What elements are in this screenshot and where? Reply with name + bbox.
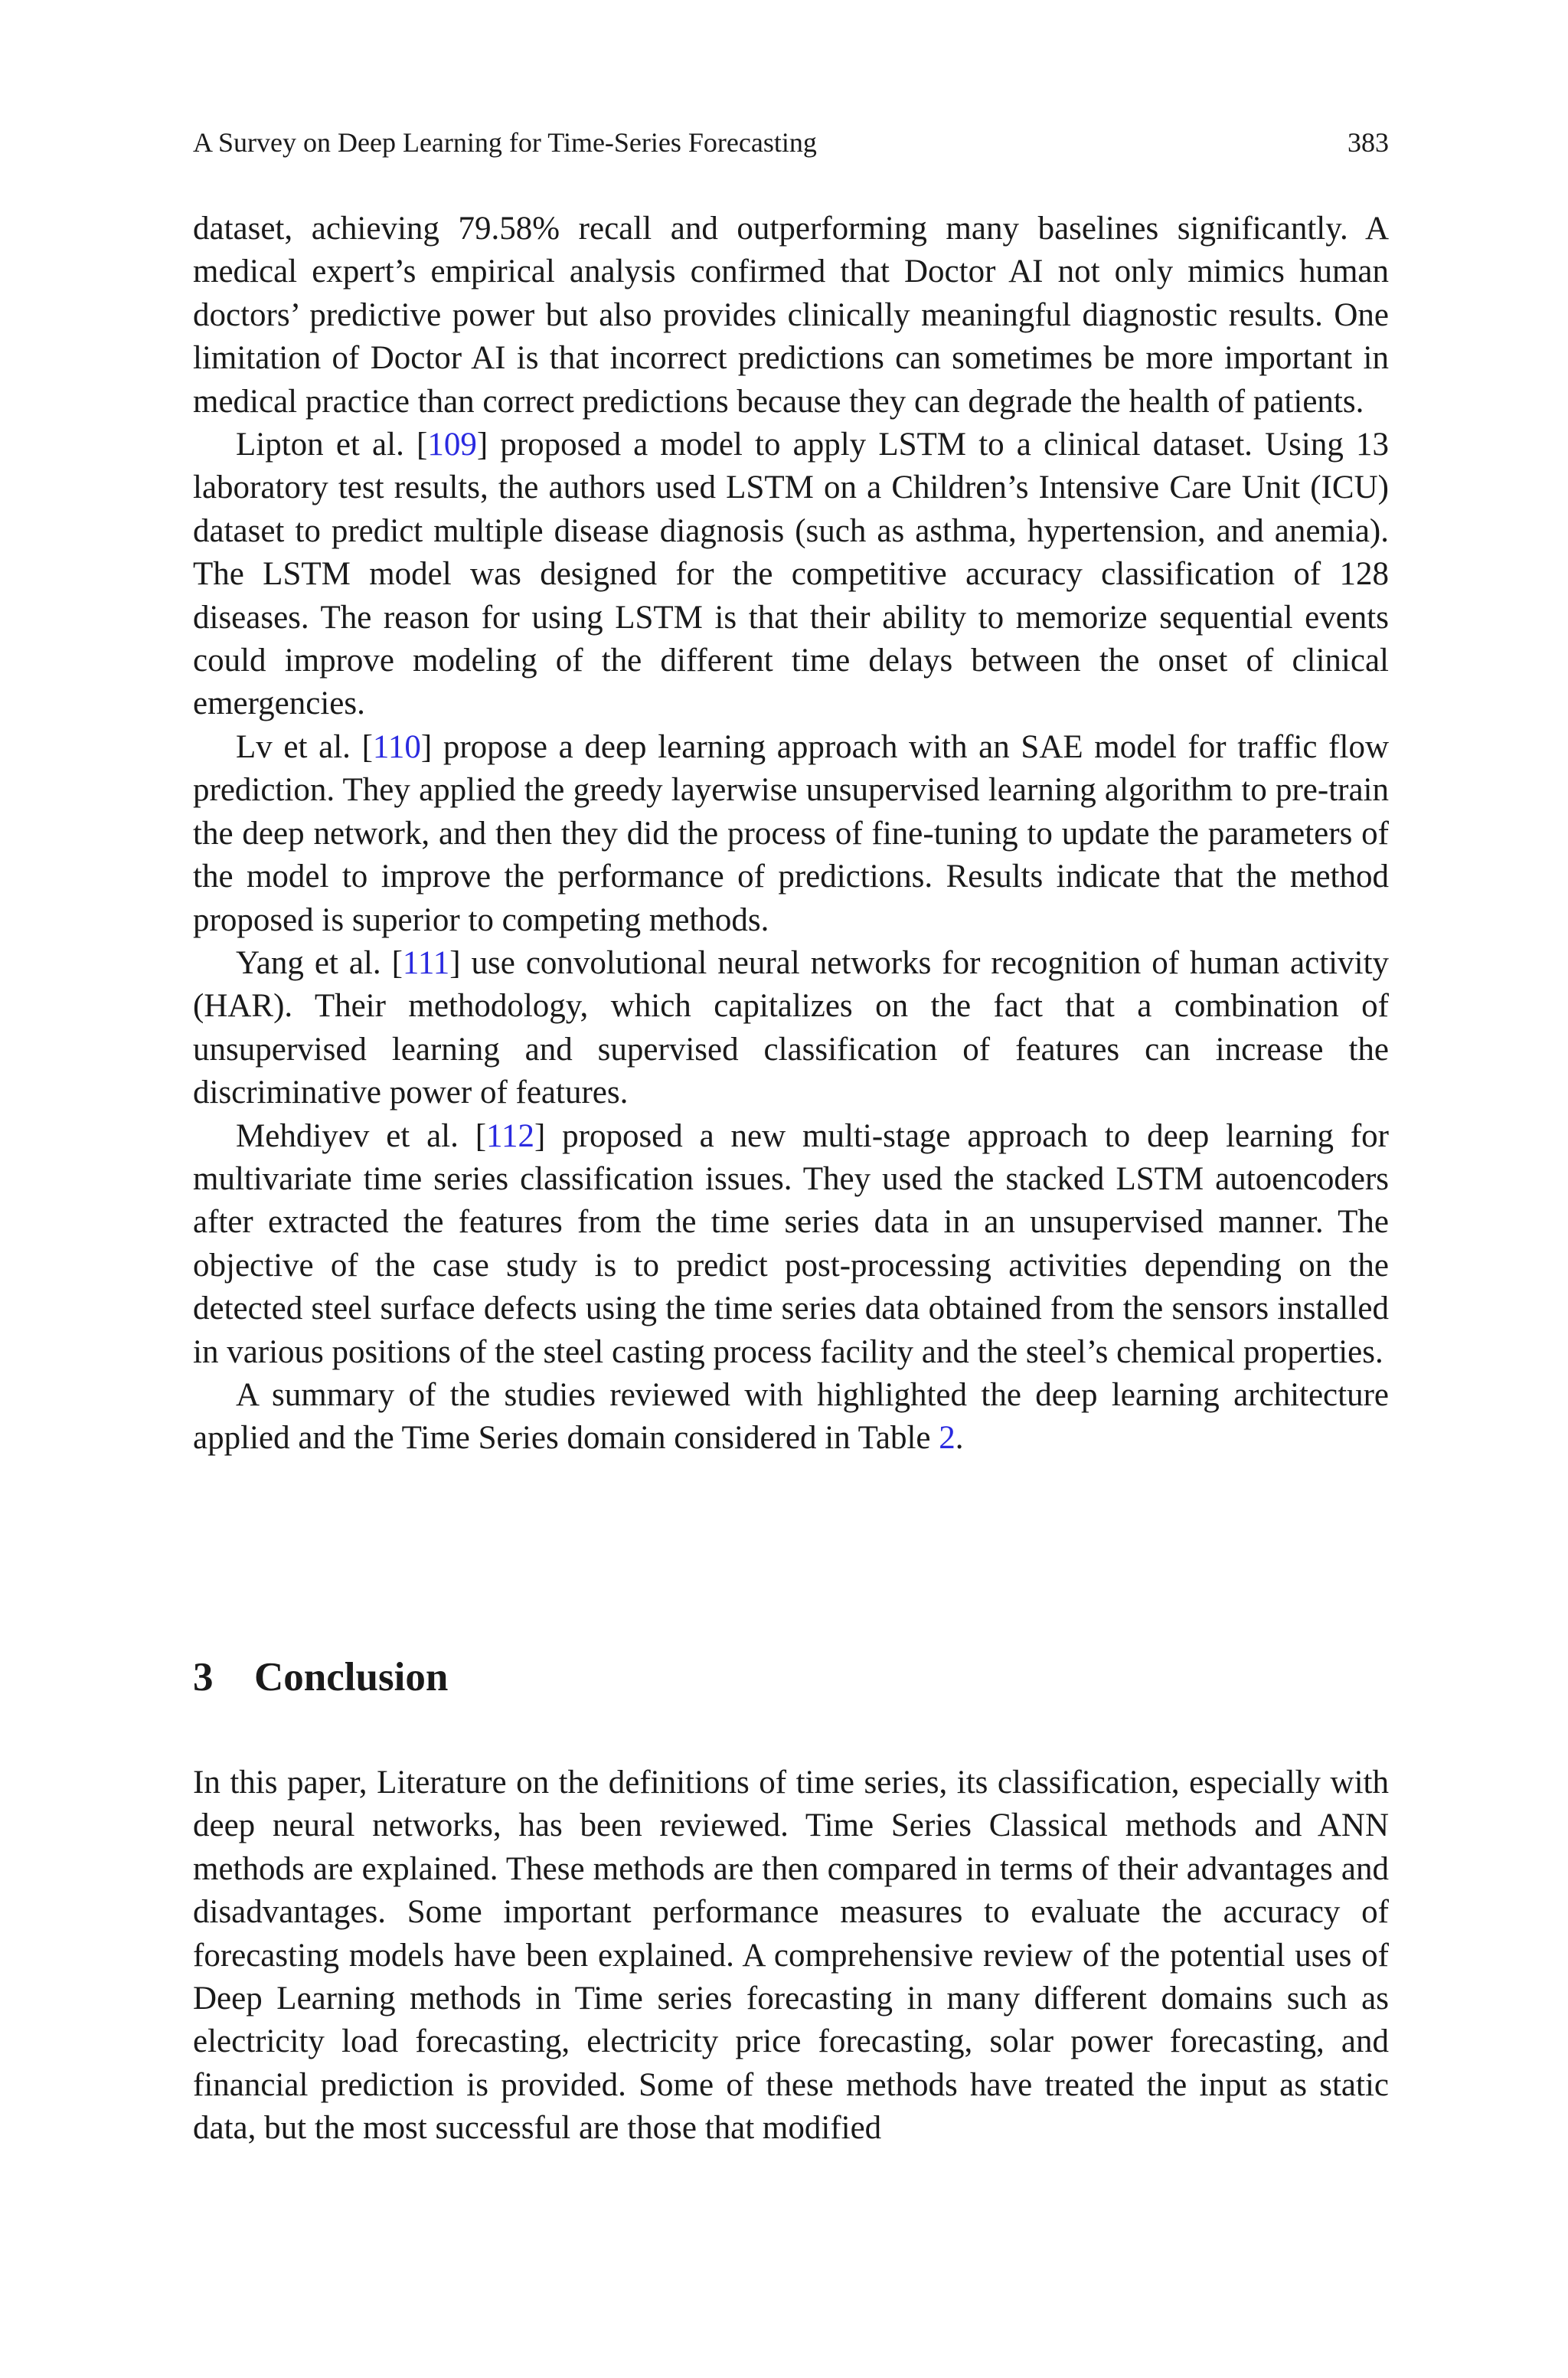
paragraph-doctor-ai-continued: dataset, achieving 79.58% recall and outperforming many baselines significantly. A medical expert’s empirical analysis confirmed that Doctor AI not only mimics human doctors’ predictive power but also provides clinically meaningful diagnostic results. One limitation of Doctor AI is that incorrect predictions can sometimes be more important in medical practice than correct predictions because they can degrade the health of patients. <box>193 211 1389 420</box>
section-heading <box>193 1653 448 1702</box>
citation-link-112[interactable]: 112 <box>486 1117 534 1154</box>
paragraph-lv-lead: Lv et al. [ <box>236 728 373 765</box>
paragraph-mehdiyev-body: ] proposed a new multi-stage approach to deep learning for multivariate time series classification issues. They used the stacked LSTM autoencoders after extracted the features from the time series data in an unsupervised manner. The objective of the case study is to predict post-processing activities depending on the detected steel surface defects using the time series data obtained from the sensors installed in various positions of the steel casting process facility and the steel’s chemical properties. <box>193 1117 1389 1370</box>
citation-link-110[interactable]: 110 <box>372 728 421 765</box>
running-head-title: A Survey on Deep Learning for Time-Series Forecasting <box>193 127 817 158</box>
paragraph-mehdiyev <box>193 1115 1389 1374</box>
paragraph-mehdiyev-lead: Mehdiyev et al. [ <box>236 1117 487 1154</box>
conclusion-text <box>193 1761 1389 2151</box>
running-head <box>193 126 1389 159</box>
body-text <box>193 208 1389 1460</box>
paragraph-yang-lead: Yang et al. [ <box>236 944 403 981</box>
citation-link-111[interactable]: 111 <box>402 944 450 981</box>
citation-link-109[interactable]: 109 <box>427 427 477 463</box>
paragraph-summary <box>193 1374 1389 1460</box>
paragraph-summary-lead: A summary of the studies reviewed with highlighted the deep learning architecture applied and the Time Series domain considered in Table <box>193 1376 1389 1457</box>
section-number: 3 <box>193 1655 214 1699</box>
paragraph-yang-body: ] use convolutional neural networks for recognition of human activity (HAR). Their methodology, which capitalizes on the fact that a combination of unsupervised learning and supervised classification of features can increase the discriminative power of features. <box>193 944 1390 1111</box>
paragraph-lv <box>193 726 1389 942</box>
paragraph-lipton-body: ] proposed a model to apply LSTM to a clinical dataset. Using 13 laboratory test results, the authors used LSTM on a Children’s Intensive Care Unit (ICU) dataset to predict multiple disease diagnosis (such as asthma, hypertension, and anemia). The LSTM model was designed for the competitive accuracy classification of 128 diseases. The reason for using LSTM is that their ability to memorize sequential events could improve modeling of the different time delays between the onset of clinical emergencies. <box>193 427 1389 722</box>
page-number: 383 <box>1348 127 1389 158</box>
paragraph-lipton <box>193 424 1389 726</box>
table-link-2[interactable]: 2 <box>939 1420 956 1457</box>
paragraph-summary-end: . <box>955 1420 964 1457</box>
section-title: Conclusion <box>254 1655 449 1699</box>
paragraph-lv-body: ] propose a deep learning approach with an SAE model for traffic flow prediction. They applied the greedy layerwise unsupervised learning algorithm to pre-train the deep network, and then they did the process of fine-tuning to update the parameters of the model to improve the performance of predictions. Results indicate that the method proposed is superior to competing methods. <box>193 728 1390 938</box>
paragraph-yang <box>193 942 1389 1115</box>
paragraph-conclusion: In this paper, Literature on the definitions of time series, its classification, especially with deep neural networks, has been reviewed. Time Series Classical methods and ANN methods are explained. These methods are then compared in terms of their advantages and disadvantages. Some important performance measures to evaluate the accuracy of forecasting models have been explained. A comprehensive review of the potential uses of Deep Learning methods in Time series forecasting in many different domains such as electricity load forecasting, electricity price forecasting, solar power forecasting, and financial prediction is provided. Some of these methods have treated the input as static data, but the most successful are those that modified <box>193 1765 1389 2147</box>
paragraph-lipton-lead: Lipton et al. [ <box>236 427 428 463</box>
